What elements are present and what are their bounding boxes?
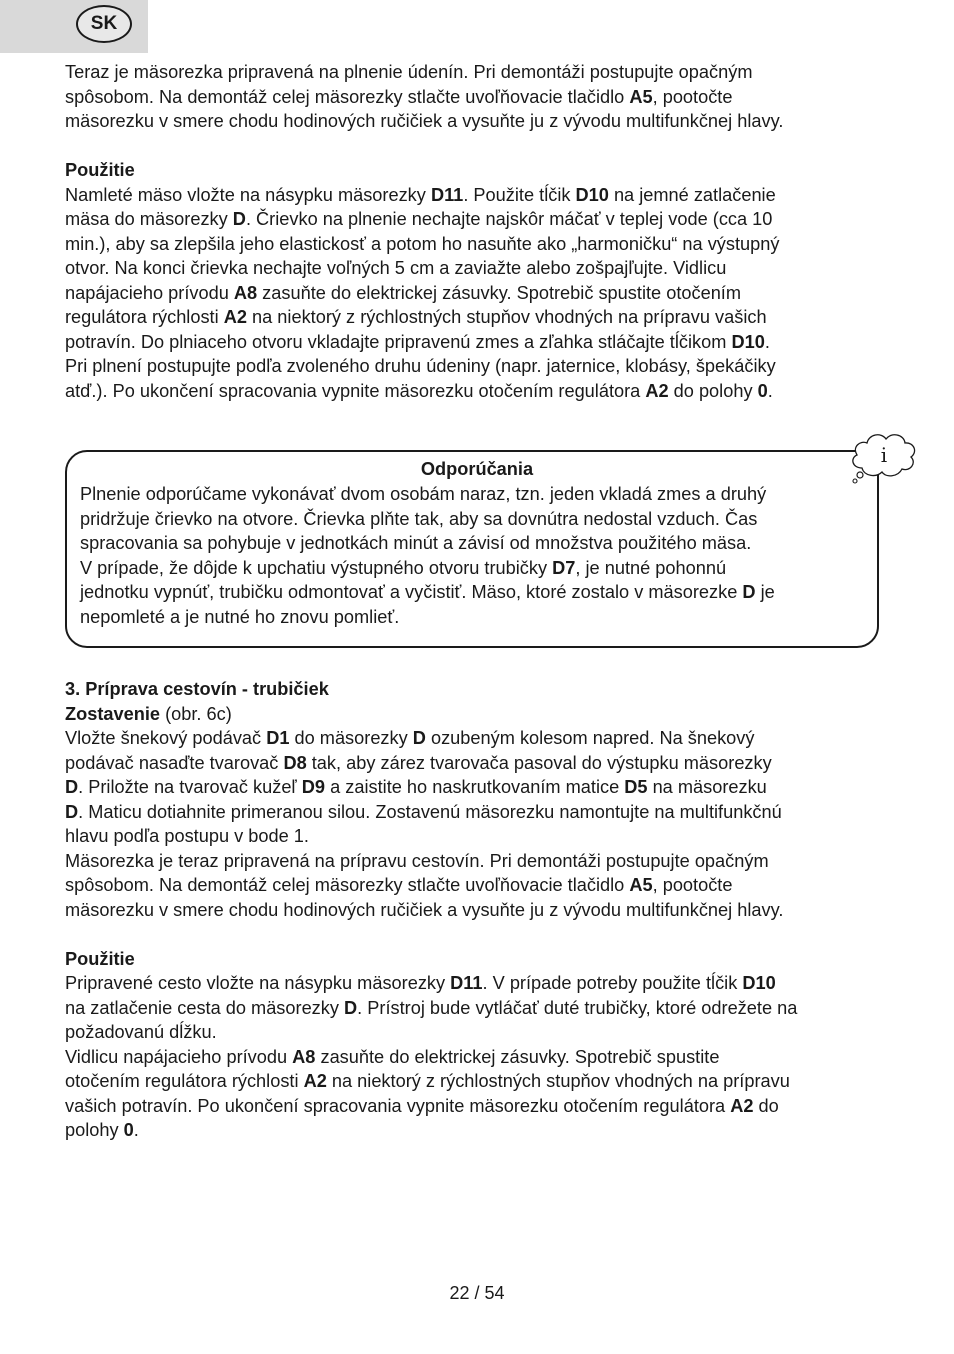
text-line: na zatlačenie cesta do mäsorezky D. Prístroj bude vytláčať duté trubičky, ktoré odrežete na bbox=[65, 997, 798, 1018]
text-line: Mäsorezka je teraz pripravená na prípravu cestovín. Pri demontáži postupujte opačným bbox=[65, 850, 769, 871]
text-line: vašich potravín. Po ukončení spracovania vypnite mäsorezku otočením regulátora A2 do bbox=[65, 1095, 779, 1116]
language-tab bbox=[0, 0, 148, 53]
language-badge: SK bbox=[76, 5, 132, 43]
usage-heading: Použitie bbox=[65, 160, 135, 180]
text-line: mäsorezku v smere chodu hodinových ručičiek a vysuňte ju z vývodu multifunkčnej hlavy. bbox=[65, 111, 784, 131]
text-line: spôsobom. Na demontáž celej mäsorezky stlačte uvoľňovacie tlačidlo A5, pootočte bbox=[65, 875, 733, 895]
text-line: Teraz je mäsorezka pripravená na plnenie údenín. Pri demontáži postupujte opačným bbox=[65, 62, 753, 82]
text-line: Vidlicu napájacieho prívodu A8 zasuňte do elektrickej zásuvky. Spotrebič spustite bbox=[65, 1046, 720, 1067]
text-line: Pri plnení postupujte podľa zvoleného druhu údeniny (napr. jaternice, klobásy, špekáčiky bbox=[65, 356, 776, 376]
text-line: nepomleté a je nutné ho znovu pomlieť. bbox=[80, 606, 400, 627]
text-line: napájacieho prívodu A8 zasuňte do elektrickej zásuvky. Spotrebič spustite otočením bbox=[65, 282, 742, 303]
section-filling-intro bbox=[65, 60, 895, 403]
text-line: V prípade, že dôjde k upchatiu výstupného otvoru trubičky D7, je nutné pohonnú bbox=[80, 557, 727, 578]
text-line: pridržuje črievko na otvore. Črievka plňte tak, aby sa dovnútra nedostal vzduch. Čas bbox=[80, 508, 758, 529]
text-line: Vložte šnekový podávač D1 do mäsorezky D ozubeným kolesom napred. Na šnekový bbox=[65, 728, 755, 748]
assembly-figure-ref: (obr. 6c) bbox=[160, 703, 232, 724]
text-line: otočením regulátora rýchlosti A2 na niektorý z rýchlostných stupňov vhodných na prípravu bbox=[65, 1071, 790, 1091]
text-line: spracovania sa pohybuje v jednotkách minút a závisí od množstva použitého mäsa. bbox=[80, 533, 752, 553]
assembly-heading: Zostavenie bbox=[65, 703, 161, 724]
pasta-usage-heading: Použitie bbox=[65, 948, 135, 969]
text-line: potravín. Do plniaceho otvoru vkladajte pripravenú zmes a zľahka stláčajte tĺčikom D10. bbox=[65, 331, 770, 352]
text-line: atď.). Po ukončení spracovania vypnite mäsorezku otočením regulátora A2 do polohy 0. bbox=[65, 380, 773, 401]
text-line: D. Priložte na tvarovač kužeľ D9 a zaistite ho naskrutkovaním matice D5 na mäsorezku bbox=[65, 777, 767, 797]
text-line: regulátora rýchlosti A2 na niektorý z rýchlostných stupňov vhodných na prípravu vašich bbox=[65, 307, 767, 327]
intro-paragraph bbox=[65, 60, 895, 134]
text-line: podávač nasaďte tvarovač D8 tak, aby zárez tvarovača pasoval do výstupku mäsorezky bbox=[65, 752, 772, 773]
text-line: spôsobom. Na demontáž celej mäsorezky stlačte uvoľňovacie tlačidlo A5, pootočte bbox=[65, 86, 733, 107]
text-line: polohy 0. bbox=[65, 1120, 139, 1140]
text-line: min.), aby sa zlepšila jeho elastickosť a potom ho nasuňte ako „harmoničku“ na výstupný bbox=[65, 233, 780, 254]
info-letter: i bbox=[880, 443, 888, 467]
page-number: 22 / 54 bbox=[449, 1283, 505, 1303]
section-pasta bbox=[65, 677, 895, 1143]
text-line: Pripravené cesto vložte na násypku mäsorezky D11. V prípade potreby použite tĺčik D10 bbox=[65, 973, 776, 993]
text-line: mäsorezku v smere chodu hodinových ručičiek a vysuňte ju z vývodu multifunkčnej hlavy. bbox=[65, 899, 784, 920]
text-line: požadovanú dĺžku. bbox=[65, 1022, 217, 1042]
text-line: otvor. Na konci črievka nechajte voľných 5 cm a zaviažte alebo zošpajľujte. Vidlicu bbox=[65, 258, 727, 278]
text-line: D. Maticu dotiahnite primeranou silou. Zostavenú mäsorezku namontujte na multifunkčnú bbox=[65, 801, 782, 822]
text-line: hlavu podľa postupu v bode 1. bbox=[65, 826, 309, 846]
text-line: Plnenie odporúčame vykonávať dvom osobám naraz, tzn. jeden vkladá zmes a druhý bbox=[80, 484, 767, 504]
pasta-usage-paragraph bbox=[65, 971, 895, 1143]
recommendation-title: Odporúčania bbox=[420, 459, 534, 479]
assembly-paragraph bbox=[65, 726, 895, 922]
text-line: Namleté mäso vložte na násypku mäsorezky D11. Použite tĺčik D10 na jemné zatlačenie bbox=[65, 184, 776, 205]
text-line: mäsa do mäsorezky D. Črievko na plnenie nechajte najskôr máčať v teplej vode (cca 10 bbox=[65, 209, 773, 229]
recommendation-text bbox=[80, 482, 870, 629]
usage-paragraph bbox=[65, 183, 895, 404]
pasta-section-heading: 3. Príprava cestovín - trubičiek bbox=[65, 679, 329, 699]
assembly-heading-line bbox=[65, 702, 895, 727]
text-line: jednotku vypnúť, trubičku odmontovať a vyčistiť. Mäso, ktoré zostalo v mäsorezke D je bbox=[80, 582, 775, 602]
